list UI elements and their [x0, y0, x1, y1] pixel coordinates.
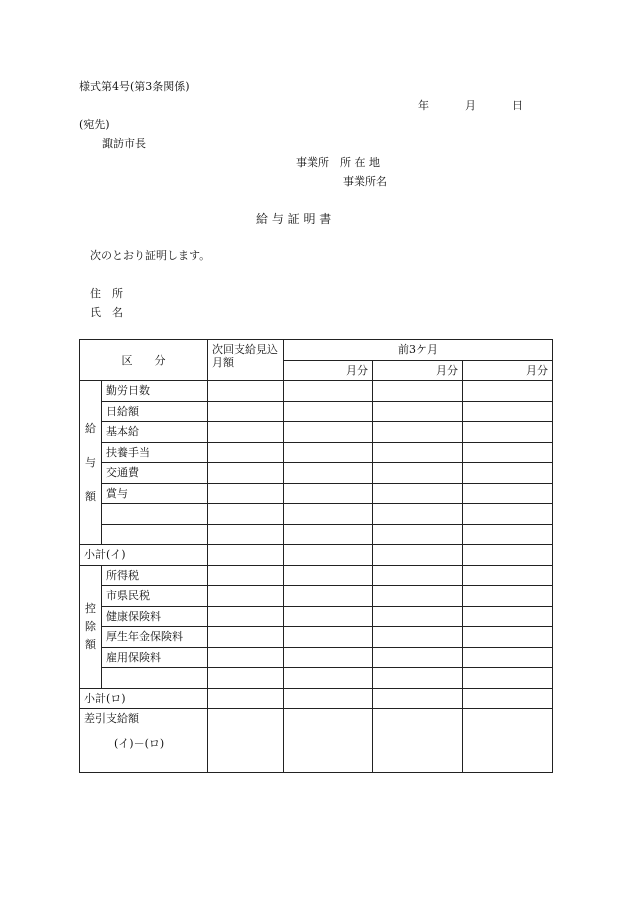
deduction-group-char: 額 — [85, 637, 96, 651]
value-cell[interactable] — [208, 668, 284, 689]
income-group-char: 給 — [85, 421, 96, 435]
value-cell[interactable] — [463, 504, 553, 525]
income-item-label: 交通費 — [102, 463, 208, 484]
value-cell[interactable] — [208, 401, 284, 422]
value-cell[interactable] — [284, 688, 373, 709]
form-number: 様式第4号(第3条関係) — [79, 80, 190, 93]
value-cell[interactable] — [284, 627, 373, 648]
value-cell[interactable] — [208, 483, 284, 504]
document-title: 給 与 証 明 書 — [256, 212, 332, 226]
value-cell[interactable] — [208, 586, 284, 607]
address-label: 住 所 — [90, 287, 123, 300]
value-cell[interactable] — [284, 381, 373, 402]
value-cell[interactable] — [373, 545, 463, 566]
value-cell[interactable] — [463, 709, 553, 773]
value-cell[interactable] — [463, 401, 553, 422]
value-cell[interactable] — [463, 606, 553, 627]
value-cell[interactable] — [208, 709, 284, 773]
deduction-item-label: 所得税 — [102, 565, 208, 586]
deduction-item-label: 健康保険料 — [102, 606, 208, 627]
value-cell[interactable] — [284, 647, 373, 668]
value-cell[interactable] — [463, 422, 553, 443]
value-cell[interactable] — [208, 422, 284, 443]
office-name-label: 事業所名 — [343, 175, 387, 188]
subtotal-a-label: 小計(イ) — [80, 545, 208, 566]
value-cell[interactable] — [463, 442, 553, 463]
value-cell[interactable] — [208, 688, 284, 709]
value-cell[interactable] — [208, 381, 284, 402]
deduction-item-label: 市県民税 — [102, 586, 208, 607]
value-cell[interactable] — [284, 463, 373, 484]
value-cell[interactable] — [463, 545, 553, 566]
value-cell[interactable] — [463, 463, 553, 484]
deduction-group-char: 除 — [85, 619, 96, 633]
month-label: 月分 — [373, 360, 463, 381]
value-cell[interactable] — [208, 545, 284, 566]
value-cell[interactable] — [373, 586, 463, 607]
value-cell[interactable] — [208, 442, 284, 463]
value-cell[interactable] — [373, 483, 463, 504]
deduction-item-label[interactable] — [102, 668, 208, 689]
net-payment-formula: (イ)－(ロ) — [114, 737, 165, 750]
value-cell[interactable] — [284, 668, 373, 689]
income-item-label[interactable] — [102, 504, 208, 525]
date-day-label: 日 — [512, 99, 523, 112]
value-cell[interactable] — [463, 688, 553, 709]
value-cell[interactable] — [208, 524, 284, 545]
name-label: 氏 名 — [90, 306, 123, 319]
income-item-label: 日給額 — [102, 401, 208, 422]
value-cell[interactable] — [284, 524, 373, 545]
deduction-group-char: 控 — [85, 601, 96, 615]
addressee-label: (宛先) — [79, 118, 110, 131]
value-cell[interactable] — [373, 504, 463, 525]
value-cell[interactable] — [463, 668, 553, 689]
month-label: 月分 — [284, 360, 373, 381]
value-cell[interactable] — [208, 647, 284, 668]
value-cell[interactable] — [373, 606, 463, 627]
value-cell[interactable] — [373, 647, 463, 668]
value-cell[interactable] — [373, 401, 463, 422]
value-cell[interactable] — [284, 545, 373, 566]
addressee-name: 諏訪市長 — [102, 137, 146, 150]
income-group-char: 与 — [85, 455, 96, 469]
value-cell[interactable] — [208, 504, 284, 525]
income-item-label: 基本給 — [102, 422, 208, 443]
value-cell[interactable] — [284, 504, 373, 525]
value-cell[interactable] — [208, 606, 284, 627]
date-year-label: 年 — [418, 99, 429, 112]
income-group-label — [80, 381, 102, 545]
value-cell[interactable] — [373, 627, 463, 648]
value-cell[interactable] — [208, 463, 284, 484]
net-payment-title: 差引支給額 — [84, 712, 139, 725]
value-cell[interactable] — [463, 647, 553, 668]
value-cell[interactable] — [373, 668, 463, 689]
value-cell[interactable] — [284, 606, 373, 627]
income-group-char: 額 — [85, 489, 96, 503]
date-month-label: 月 — [465, 99, 476, 112]
value-cell[interactable] — [284, 709, 373, 773]
value-cell[interactable] — [373, 381, 463, 402]
value-cell[interactable] — [373, 422, 463, 443]
value-cell[interactable] — [373, 565, 463, 586]
value-cell[interactable] — [284, 565, 373, 586]
salary-certificate-table — [79, 339, 553, 773]
value-cell[interactable] — [284, 401, 373, 422]
value-cell[interactable] — [373, 709, 463, 773]
value-cell[interactable] — [463, 586, 553, 607]
value-cell[interactable] — [208, 627, 284, 648]
income-item-label: 賞与 — [102, 483, 208, 504]
deduction-item-label: 雇用保険料 — [102, 647, 208, 668]
subtotal-b-label: 小計(ロ) — [80, 688, 208, 709]
month-label: 月分 — [463, 360, 553, 381]
value-cell[interactable] — [284, 483, 373, 504]
deduction-group-label — [80, 565, 102, 688]
value-cell[interactable] — [284, 586, 373, 607]
income-item-label[interactable] — [102, 524, 208, 545]
net-payment-label — [80, 709, 208, 773]
value-cell[interactable] — [284, 442, 373, 463]
value-cell[interactable] — [208, 565, 284, 586]
value-cell[interactable] — [463, 381, 553, 402]
category-header: 区 分 — [80, 340, 208, 381]
income-item-label: 勤労日数 — [102, 381, 208, 402]
value-cell[interactable] — [373, 463, 463, 484]
value-cell[interactable] — [463, 483, 553, 504]
value-cell[interactable] — [463, 524, 553, 545]
value-cell[interactable] — [373, 442, 463, 463]
value-cell[interactable] — [373, 688, 463, 709]
office-address-label: 事業所 所 在 地 — [296, 156, 380, 169]
prev3-months-header: 前3ケ月 — [284, 340, 553, 361]
value-cell[interactable] — [373, 524, 463, 545]
next-payment-header: 次回支給見込月額 — [208, 340, 284, 381]
value-cell[interactable] — [284, 422, 373, 443]
deduction-item-label: 厚生年金保険料 — [102, 627, 208, 648]
value-cell[interactable] — [463, 627, 553, 648]
value-cell[interactable] — [463, 565, 553, 586]
intro-text: 次のとおり証明します。 — [90, 249, 211, 262]
income-item-label: 扶養手当 — [102, 442, 208, 463]
